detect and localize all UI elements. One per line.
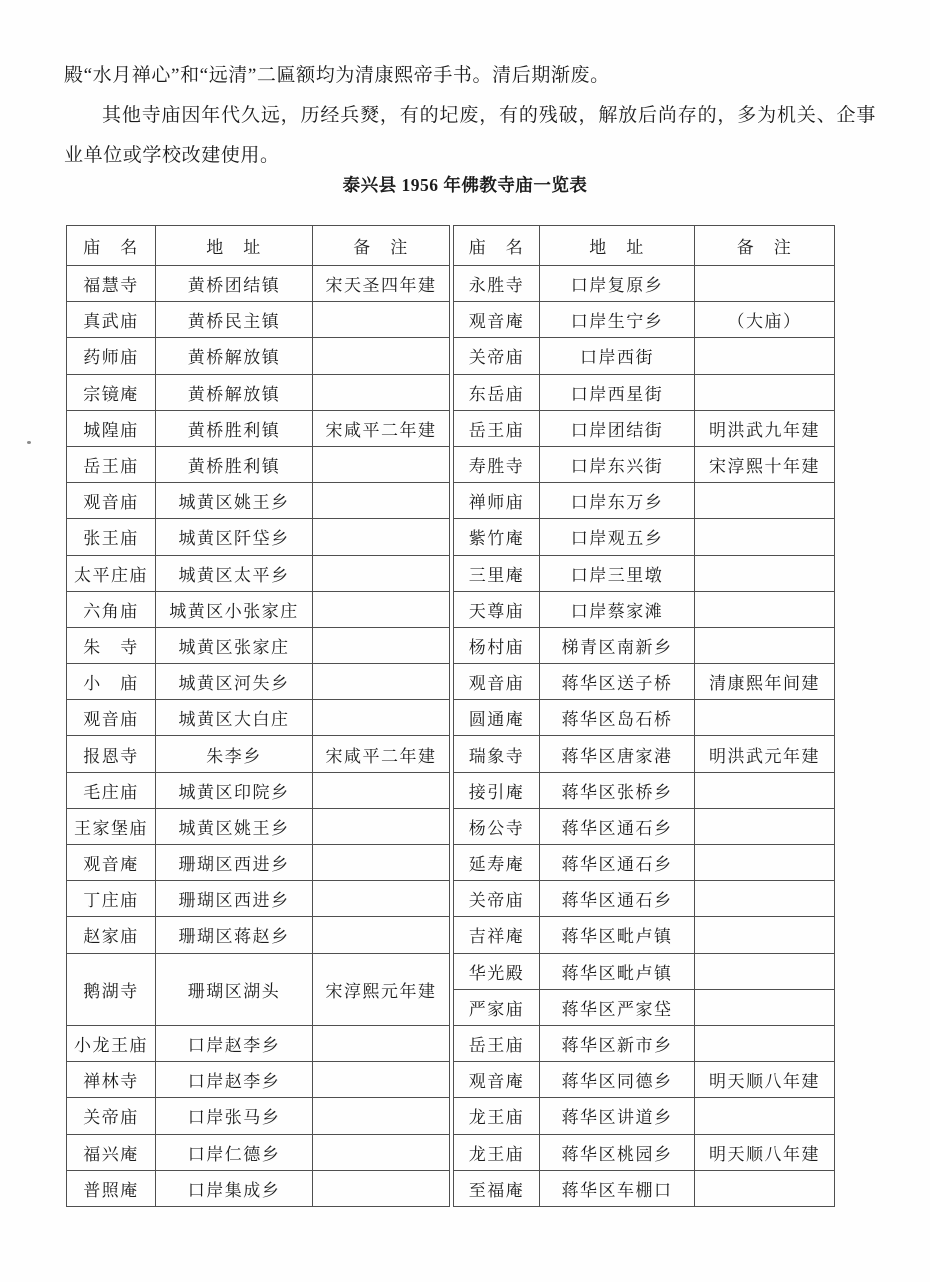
temple-name-cell: 关帝庙 <box>454 881 540 917</box>
table-row <box>454 519 835 555</box>
address-cell: 口岸生宁乡 <box>540 302 695 338</box>
table-row <box>454 410 835 446</box>
table-row <box>454 1170 835 1206</box>
address-cell: 口岸团结街 <box>540 410 695 446</box>
table-row <box>67 302 450 338</box>
temple-name-cell: 福慧寺 <box>67 266 156 302</box>
temple-name-cell: 三里庵 <box>454 555 540 591</box>
address-cell: 口岸赵李乡 <box>156 1025 313 1061</box>
temple-name-cell: 鹅湖寺 <box>67 953 156 1025</box>
address-cell: 蒋华区同德乡 <box>540 1062 695 1098</box>
table-row <box>454 555 835 591</box>
address-cell: 珊瑚区西进乡 <box>156 881 313 917</box>
temple-name-cell: 丁庄庙 <box>67 881 156 917</box>
table-row <box>67 446 450 482</box>
table-row <box>454 1062 835 1098</box>
note-cell <box>313 483 450 519</box>
intro-text-block <box>64 56 876 176</box>
address-cell: 口岸复原乡 <box>540 266 695 302</box>
note-cell <box>313 1025 450 1061</box>
temple-name-cell: 药师庙 <box>67 338 156 374</box>
note-cell <box>313 1098 450 1134</box>
note-cell: 明洪武元年建 <box>695 736 835 772</box>
address-cell: 蒋华区通石乡 <box>540 808 695 844</box>
address-cell: 口岸东万乡 <box>540 483 695 519</box>
address-cell: 口岸观五乡 <box>540 519 695 555</box>
temple-name-cell: 延寿庵 <box>454 845 540 881</box>
temple-name-cell: 报恩寺 <box>67 736 156 772</box>
temple-name-cell: 观音庵 <box>67 845 156 881</box>
note-cell <box>313 627 450 663</box>
table-title: 泰兴县 1956 年佛教寺庙一览表 <box>342 175 588 195</box>
paragraph-2: 其他寺庙因年代久远，历经兵燹，有的圮废，有的残破，解放后尚存的，多为机关、企事业单位或学校改建使用。 <box>64 105 876 166</box>
note-cell <box>695 808 835 844</box>
temple-name-cell: 毛庄庙 <box>67 772 156 808</box>
table-row <box>454 953 835 989</box>
table-row <box>67 772 450 808</box>
temple-name-cell: 张王庙 <box>67 519 156 555</box>
temple-name-cell: 岳王庙 <box>454 1025 540 1061</box>
note-cell <box>695 845 835 881</box>
note-cell <box>313 700 450 736</box>
temple-name-cell: 天尊庙 <box>454 591 540 627</box>
address-cell: 城黄区印院乡 <box>156 772 313 808</box>
note-cell <box>313 446 450 482</box>
note-cell: 明天顺八年建 <box>695 1062 835 1098</box>
right-table-header <box>454 226 835 266</box>
table-row <box>454 989 835 1025</box>
table-row <box>67 1134 450 1170</box>
table-row <box>454 772 835 808</box>
address-cell: 蒋华区通石乡 <box>540 845 695 881</box>
temple-name-cell: 接引庵 <box>454 772 540 808</box>
table-row <box>67 591 450 627</box>
note-cell: 明洪武九年建 <box>695 410 835 446</box>
header-row <box>454 226 835 266</box>
table-row <box>454 302 835 338</box>
temple-name-cell: 华光殿 <box>454 953 540 989</box>
address-cell: 蒋华区桃园乡 <box>540 1134 695 1170</box>
note-cell <box>313 519 450 555</box>
temple-name-cell: 严家庙 <box>454 989 540 1025</box>
temple-name-cell: 东岳庙 <box>454 374 540 410</box>
note-cell: 宋咸平二年建 <box>313 736 450 772</box>
header-row <box>67 226 450 266</box>
temple-name-cell: 永胜寺 <box>454 266 540 302</box>
address-cell: 城黄区阡垈乡 <box>156 519 313 555</box>
scan-artifact-dot <box>27 441 31 444</box>
note-cell <box>313 664 450 700</box>
address-cell: 蒋华区送子桥 <box>540 664 695 700</box>
address-cell: 蒋华区唐家港 <box>540 736 695 772</box>
temple-table-right-half <box>453 225 835 1207</box>
table-row <box>454 736 835 772</box>
note-cell <box>695 266 835 302</box>
table-row <box>67 519 450 555</box>
address-cell: 蒋华区严家垈 <box>540 989 695 1025</box>
address-cell: 黄桥解放镇 <box>156 338 313 374</box>
temple-name-cell: 龙王庙 <box>454 1134 540 1170</box>
table-row <box>454 808 835 844</box>
note-cell <box>695 627 835 663</box>
table-row <box>454 881 835 917</box>
address-cell: 城黄区河失乡 <box>156 664 313 700</box>
note-cell <box>695 483 835 519</box>
note-cell <box>695 700 835 736</box>
address-cell: 珊瑚区西进乡 <box>156 845 313 881</box>
address-cell: 黄桥团结镇 <box>156 266 313 302</box>
temple-name-cell: 瑞象寺 <box>454 736 540 772</box>
temple-name-cell: 吉祥庵 <box>454 917 540 953</box>
address-cell: 黄桥民主镇 <box>156 302 313 338</box>
temple-name-cell: 观音庵 <box>454 302 540 338</box>
address-cell: 口岸东兴街 <box>540 446 695 482</box>
note-cell <box>695 772 835 808</box>
temple-name-cell: 宗镜庵 <box>67 374 156 410</box>
temple-name-cell: 福兴庵 <box>67 1134 156 1170</box>
left-table-body <box>67 266 450 1207</box>
table-row <box>67 736 450 772</box>
table-row <box>454 627 835 663</box>
temple-name-cell: 观音庵 <box>454 1062 540 1098</box>
address-cell: 口岸三里墩 <box>540 555 695 591</box>
address-cell: 城黄区张家庄 <box>156 627 313 663</box>
note-cell: 明天顺八年建 <box>695 1134 835 1170</box>
table-row <box>67 374 450 410</box>
temple-name-cell: 禅师庙 <box>454 483 540 519</box>
left-table-header <box>67 226 450 266</box>
temple-name-cell: 岳王庙 <box>67 446 156 482</box>
table-row <box>67 700 450 736</box>
address-cell: 黄桥胜利镇 <box>156 446 313 482</box>
temple-name-cell: 紫竹庵 <box>454 519 540 555</box>
table-row <box>454 446 835 482</box>
paragraph-1: 殿“水月禅心”和“远清”二匾额均为清康熙帝手书。清后期渐废。 <box>64 65 610 86</box>
col-header-temple-name: 庙 名 <box>454 226 540 266</box>
address-cell: 口岸张马乡 <box>156 1098 313 1134</box>
temple-name-cell: 普照庵 <box>67 1170 156 1206</box>
note-cell <box>313 917 450 953</box>
temple-name-cell: 至福庵 <box>454 1170 540 1206</box>
temple-name-cell: 杨公寺 <box>454 808 540 844</box>
address-cell: 蒋华区通石乡 <box>540 881 695 917</box>
address-cell: 城黄区姚王乡 <box>156 483 313 519</box>
temple-name-cell: 六角庙 <box>67 591 156 627</box>
note-cell <box>313 1062 450 1098</box>
temple-name-cell: 小 庙 <box>67 664 156 700</box>
table-row <box>67 1062 450 1098</box>
table-row <box>454 1025 835 1061</box>
table-row <box>67 410 450 446</box>
address-cell: 蒋华区毗卢镇 <box>540 953 695 989</box>
note-cell <box>313 881 450 917</box>
note-cell <box>695 374 835 410</box>
col-header-temple-name: 庙 名 <box>67 226 156 266</box>
temple-name-cell: 赵家庙 <box>67 917 156 953</box>
table-row <box>454 266 835 302</box>
note-cell <box>313 772 450 808</box>
table-row <box>67 664 450 700</box>
address-cell: 城黄区太平乡 <box>156 555 313 591</box>
address-cell: 口岸蔡家滩 <box>540 591 695 627</box>
temple-name-cell: 禅林寺 <box>67 1062 156 1098</box>
address-cell: 黄桥胜利镇 <box>156 410 313 446</box>
note-cell: （大庙） <box>695 302 835 338</box>
table-row <box>454 374 835 410</box>
note-cell <box>695 591 835 627</box>
table-row <box>67 1025 450 1061</box>
table-row <box>67 1098 450 1134</box>
table-row <box>67 338 450 374</box>
address-cell: 蒋华区岛石桥 <box>540 700 695 736</box>
col-header-note: 备 注 <box>313 226 450 266</box>
address-cell: 蒋华区新市乡 <box>540 1025 695 1061</box>
address-cell: 城黄区大白庄 <box>156 700 313 736</box>
table-row <box>454 664 835 700</box>
temple-name-cell: 关帝庙 <box>454 338 540 374</box>
temple-name-cell: 杨村庙 <box>454 627 540 663</box>
table-row <box>454 591 835 627</box>
table-row <box>454 1098 835 1134</box>
note-cell <box>695 953 835 989</box>
note-cell <box>313 1170 450 1206</box>
temple-name-cell: 关帝庙 <box>67 1098 156 1134</box>
note-cell <box>313 555 450 591</box>
note-cell: 宋咸平二年建 <box>313 410 450 446</box>
col-header-note: 备 注 <box>695 226 835 266</box>
table-row <box>454 917 835 953</box>
note-cell <box>695 881 835 917</box>
temple-name-cell: 龙王庙 <box>454 1098 540 1134</box>
table-row <box>67 917 450 953</box>
table-row <box>67 881 450 917</box>
table-row <box>454 845 835 881</box>
table-row <box>454 1134 835 1170</box>
temple-name-cell: 岳王庙 <box>454 410 540 446</box>
temple-name-cell: 小龙王庙 <box>67 1025 156 1061</box>
table-row <box>454 700 835 736</box>
temple-name-cell: 圆通庵 <box>454 700 540 736</box>
table-row <box>67 266 450 302</box>
right-table-body <box>454 266 835 1207</box>
address-cell: 蒋华区毗卢镇 <box>540 917 695 953</box>
table-row <box>67 483 450 519</box>
temple-table <box>66 225 833 1207</box>
temple-name-cell: 观音庙 <box>454 664 540 700</box>
temple-name-cell: 王家堡庙 <box>67 808 156 844</box>
note-cell: 宋淳熙十年建 <box>695 446 835 482</box>
table-row <box>454 483 835 519</box>
address-cell: 城黄区姚王乡 <box>156 808 313 844</box>
note-cell <box>695 1098 835 1134</box>
address-cell: 城黄区小张家庄 <box>156 591 313 627</box>
note-cell <box>695 1025 835 1061</box>
note-cell <box>695 1170 835 1206</box>
table-row <box>67 555 450 591</box>
address-cell: 蒋华区张桥乡 <box>540 772 695 808</box>
table-row <box>67 1170 450 1206</box>
note-cell: 清康熙年间建 <box>695 664 835 700</box>
table-row <box>67 808 450 844</box>
note-cell: 宋淳熙元年建 <box>313 953 450 1025</box>
temple-name-cell: 观音庙 <box>67 700 156 736</box>
temple-name-cell: 寿胜寺 <box>454 446 540 482</box>
address-cell: 蒋华区讲道乡 <box>540 1098 695 1134</box>
address-cell: 口岸西星街 <box>540 374 695 410</box>
temple-name-cell: 观音庙 <box>67 483 156 519</box>
address-cell: 口岸集成乡 <box>156 1170 313 1206</box>
note-cell: 宋天圣四年建 <box>313 266 450 302</box>
address-cell: 口岸西街 <box>540 338 695 374</box>
address-cell: 梯青区南新乡 <box>540 627 695 663</box>
address-cell: 珊瑚区蒋赵乡 <box>156 917 313 953</box>
table-row <box>67 845 450 881</box>
note-cell <box>313 338 450 374</box>
note-cell <box>695 917 835 953</box>
note-cell <box>695 555 835 591</box>
address-cell: 蒋华区车棚口 <box>540 1170 695 1206</box>
address-cell: 朱李乡 <box>156 736 313 772</box>
note-cell <box>313 374 450 410</box>
table-row <box>67 627 450 663</box>
note-cell <box>313 845 450 881</box>
temple-name-cell: 真武庙 <box>67 302 156 338</box>
temple-name-cell: 太平庄庙 <box>67 555 156 591</box>
note-cell <box>695 989 835 1025</box>
note-cell <box>695 338 835 374</box>
note-cell <box>313 591 450 627</box>
temple-name-cell: 城隍庙 <box>67 410 156 446</box>
col-header-address: 地 址 <box>540 226 695 266</box>
note-cell <box>313 1134 450 1170</box>
temple-table-left-half <box>66 225 450 1207</box>
address-cell: 口岸仁德乡 <box>156 1134 313 1170</box>
note-cell <box>313 808 450 844</box>
address-cell: 口岸赵李乡 <box>156 1062 313 1098</box>
table-row <box>454 338 835 374</box>
temple-name-cell: 朱 寺 <box>67 627 156 663</box>
table-row <box>67 953 450 1025</box>
address-cell: 珊瑚区湖头 <box>156 953 313 1025</box>
address-cell: 黄桥解放镇 <box>156 374 313 410</box>
note-cell <box>313 302 450 338</box>
col-header-address: 地 址 <box>156 226 313 266</box>
note-cell <box>695 519 835 555</box>
